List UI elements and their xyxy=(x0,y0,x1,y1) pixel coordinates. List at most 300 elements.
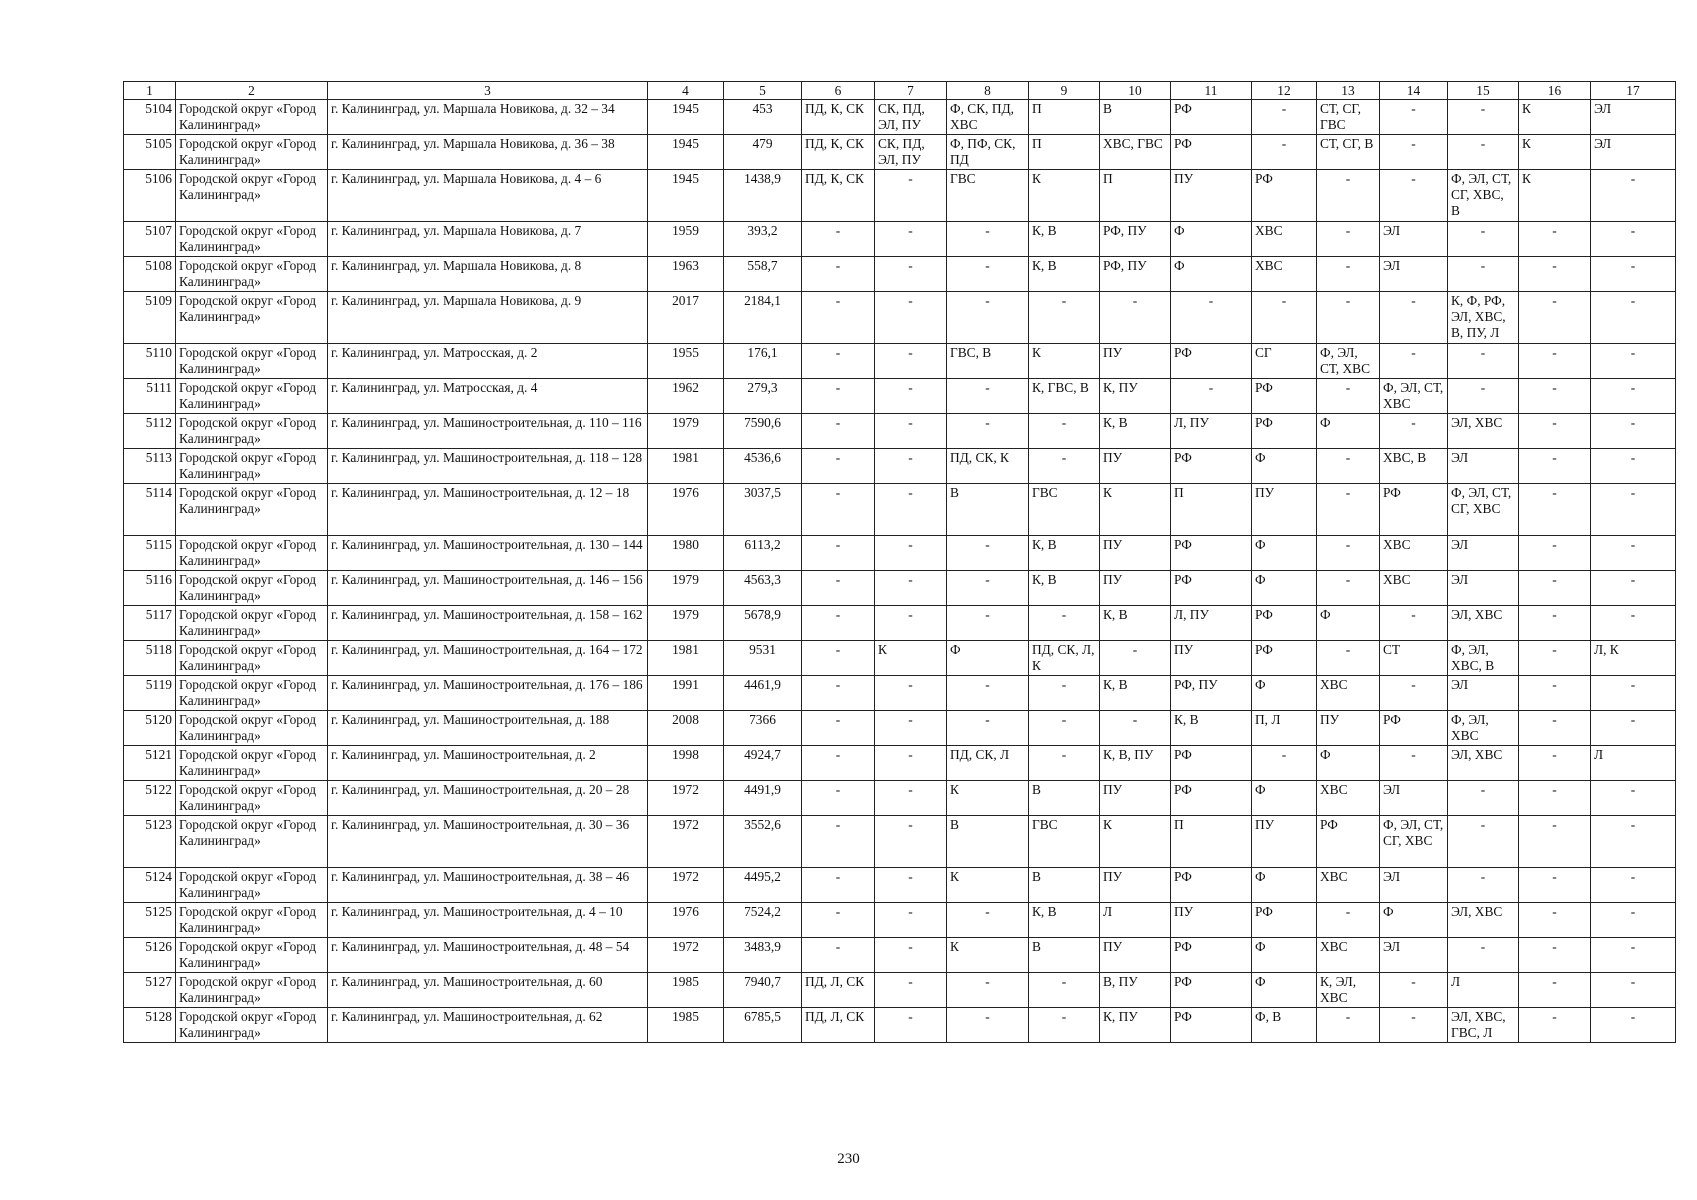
cell-col-2: Городской округ «Город Калининград» xyxy=(176,135,328,170)
cell-col-15: - xyxy=(1448,379,1519,414)
table-row xyxy=(124,292,1676,344)
cell-col-6: - xyxy=(802,938,875,973)
cell-col-14: - xyxy=(1380,746,1448,781)
row-number-cell: 5122 xyxy=(124,781,176,816)
cell-col-16: - xyxy=(1519,257,1591,292)
housing-register-table xyxy=(123,81,1676,1043)
cell-col-16: - xyxy=(1519,222,1591,257)
cell-col-10: ПУ xyxy=(1100,344,1171,379)
cell-col-12: Ф xyxy=(1252,676,1317,711)
cell-col-13: ХВС xyxy=(1317,868,1380,903)
cell-col-8: ГВС, В xyxy=(947,344,1029,379)
cell-col-4: 1963 xyxy=(648,257,724,292)
cell-col-11: - xyxy=(1171,379,1252,414)
row-number-cell: 5105 xyxy=(124,135,176,170)
cell-col-14: - xyxy=(1380,973,1448,1008)
cell-col-3: г. Калининград, ул. Машиностроительная, д. 146 – 156 xyxy=(328,571,648,606)
table-row xyxy=(124,606,1676,641)
table-row xyxy=(124,449,1676,484)
cell-col-13: ПУ xyxy=(1317,711,1380,746)
cell-col-16: - xyxy=(1519,571,1591,606)
cell-col-5: 4495,2 xyxy=(724,868,802,903)
cell-col-10: К, В xyxy=(1100,606,1171,641)
cell-col-9: П xyxy=(1029,135,1100,170)
cell-col-8: - xyxy=(947,711,1029,746)
cell-col-8: К xyxy=(947,781,1029,816)
cell-col-7: - xyxy=(875,571,947,606)
table-row xyxy=(124,414,1676,449)
cell-col-8: К xyxy=(947,868,1029,903)
cell-col-16: - xyxy=(1519,606,1591,641)
cell-col-16: - xyxy=(1519,973,1591,1008)
row-number-cell: 5111 xyxy=(124,379,176,414)
cell-col-6: - xyxy=(802,484,875,536)
table-row xyxy=(124,816,1676,868)
cell-col-16: - xyxy=(1519,292,1591,344)
cell-col-11: ПУ xyxy=(1171,641,1252,676)
cell-col-5: 5678,9 xyxy=(724,606,802,641)
cell-col-3: г. Калининград, ул. Машиностроительная, д. 60 xyxy=(328,973,648,1008)
table-row xyxy=(124,484,1676,536)
cell-col-14: ХВС xyxy=(1380,536,1448,571)
cell-col-5: 9531 xyxy=(724,641,802,676)
column-header-1: 1 xyxy=(124,82,176,100)
column-header-10: 10 xyxy=(1100,82,1171,100)
cell-col-7: СК, ПД, ЭЛ, ПУ xyxy=(875,135,947,170)
cell-col-11: РФ xyxy=(1171,781,1252,816)
cell-col-15: ЭЛ xyxy=(1448,571,1519,606)
cell-col-2: Городской округ «Город Калининград» xyxy=(176,973,328,1008)
cell-col-17: - xyxy=(1591,973,1676,1008)
cell-col-2: Городской округ «Город Калининград» xyxy=(176,571,328,606)
cell-col-5: 393,2 xyxy=(724,222,802,257)
cell-col-11: РФ xyxy=(1171,1008,1252,1043)
cell-col-15: Ф, ЭЛ, СТ, СГ, ХВС xyxy=(1448,484,1519,536)
cell-col-6: ПД, К, СК xyxy=(802,100,875,135)
cell-col-13: ХВС xyxy=(1317,781,1380,816)
cell-col-7: - xyxy=(875,938,947,973)
cell-col-10: РФ, ПУ xyxy=(1100,222,1171,257)
cell-col-12: Ф xyxy=(1252,571,1317,606)
cell-col-17: - xyxy=(1591,781,1676,816)
cell-col-9: ГВС xyxy=(1029,816,1100,868)
cell-col-3: г. Калининград, ул. Маршала Новикова, д. 36 – 38 xyxy=(328,135,648,170)
cell-col-11: - xyxy=(1171,292,1252,344)
cell-col-4: 1979 xyxy=(648,414,724,449)
cell-col-14: ЭЛ xyxy=(1380,868,1448,903)
cell-col-13: К, ЭЛ, ХВС xyxy=(1317,973,1380,1008)
cell-col-10: В, ПУ xyxy=(1100,973,1171,1008)
cell-col-10: ПУ xyxy=(1100,781,1171,816)
cell-col-9: - xyxy=(1029,973,1100,1008)
cell-col-3: г. Калининград, ул. Маршала Новикова, д. 8 xyxy=(328,257,648,292)
cell-col-2: Городской округ «Город Калининград» xyxy=(176,781,328,816)
cell-col-6: - xyxy=(802,641,875,676)
cell-col-11: РФ xyxy=(1171,868,1252,903)
cell-col-9: - xyxy=(1029,414,1100,449)
table-row xyxy=(124,222,1676,257)
cell-col-3: г. Калининград, ул. Маршала Новикова, д. 32 – 34 xyxy=(328,100,648,135)
row-number-cell: 5124 xyxy=(124,868,176,903)
cell-col-13: - xyxy=(1317,379,1380,414)
cell-col-17: - xyxy=(1591,868,1676,903)
cell-col-17: - xyxy=(1591,222,1676,257)
cell-col-13: - xyxy=(1317,641,1380,676)
cell-col-3: г. Калининград, ул. Маршала Новикова, д. 7 xyxy=(328,222,648,257)
cell-col-17: ЭЛ xyxy=(1591,100,1676,135)
cell-col-2: Городской округ «Город Калининград» xyxy=(176,816,328,868)
cell-col-12: Ф xyxy=(1252,449,1317,484)
cell-col-7: - xyxy=(875,606,947,641)
cell-col-12: РФ xyxy=(1252,414,1317,449)
cell-col-6: ПД, Л, СК xyxy=(802,1008,875,1043)
cell-col-15: ЭЛ, ХВС xyxy=(1448,746,1519,781)
cell-col-11: К, В xyxy=(1171,711,1252,746)
cell-col-11: Л, ПУ xyxy=(1171,606,1252,641)
cell-col-4: 1979 xyxy=(648,606,724,641)
row-number-cell: 5120 xyxy=(124,711,176,746)
cell-col-8: ГВС xyxy=(947,170,1029,222)
cell-col-11: РФ xyxy=(1171,135,1252,170)
cell-col-10: ПУ xyxy=(1100,868,1171,903)
cell-col-9: К, В xyxy=(1029,571,1100,606)
cell-col-16: - xyxy=(1519,903,1591,938)
cell-col-3: г. Калининград, ул. Машиностроительная, д. 158 – 162 xyxy=(328,606,648,641)
cell-col-5: 1438,9 xyxy=(724,170,802,222)
cell-col-5: 7940,7 xyxy=(724,973,802,1008)
row-number-cell: 5116 xyxy=(124,571,176,606)
cell-col-4: 1981 xyxy=(648,449,724,484)
cell-col-6: - xyxy=(802,344,875,379)
cell-col-10: К xyxy=(1100,484,1171,536)
cell-col-4: 1945 xyxy=(648,170,724,222)
cell-col-15: - xyxy=(1448,938,1519,973)
table-row xyxy=(124,711,1676,746)
column-header-14: 14 xyxy=(1380,82,1448,100)
cell-col-5: 2184,1 xyxy=(724,292,802,344)
cell-col-8: - xyxy=(947,292,1029,344)
cell-col-7: - xyxy=(875,536,947,571)
cell-col-6: - xyxy=(802,222,875,257)
cell-col-15: - xyxy=(1448,100,1519,135)
cell-col-2: Городской округ «Город Калининград» xyxy=(176,641,328,676)
cell-col-8: Ф xyxy=(947,641,1029,676)
cell-col-15: - xyxy=(1448,344,1519,379)
cell-col-8: В xyxy=(947,816,1029,868)
row-number-cell: 5108 xyxy=(124,257,176,292)
cell-col-4: 1991 xyxy=(648,676,724,711)
cell-col-9: К xyxy=(1029,170,1100,222)
cell-col-16: - xyxy=(1519,344,1591,379)
cell-col-11: РФ xyxy=(1171,938,1252,973)
cell-col-4: 1979 xyxy=(648,571,724,606)
cell-col-3: г. Калининград, ул. Машиностроительная, д. 4 – 10 xyxy=(328,903,648,938)
cell-col-12: СГ xyxy=(1252,344,1317,379)
cell-col-7: - xyxy=(875,746,947,781)
cell-col-15: ЭЛ, ХВС, ГВС, Л xyxy=(1448,1008,1519,1043)
cell-col-17: - xyxy=(1591,938,1676,973)
cell-col-9: - xyxy=(1029,1008,1100,1043)
cell-col-8: - xyxy=(947,903,1029,938)
cell-col-16: - xyxy=(1519,746,1591,781)
cell-col-14: ЭЛ xyxy=(1380,938,1448,973)
cell-col-14: - xyxy=(1380,344,1448,379)
cell-col-3: г. Калининград, ул. Матросская, д. 2 xyxy=(328,344,648,379)
cell-col-8: В xyxy=(947,484,1029,536)
cell-col-17: - xyxy=(1591,344,1676,379)
cell-col-12: Ф, В xyxy=(1252,1008,1317,1043)
cell-col-2: Городской округ «Город Калининград» xyxy=(176,170,328,222)
table-row xyxy=(124,781,1676,816)
cell-col-7: - xyxy=(875,1008,947,1043)
cell-col-5: 7524,2 xyxy=(724,903,802,938)
cell-col-6: - xyxy=(802,781,875,816)
cell-col-13: СТ, СГ, ГВС xyxy=(1317,100,1380,135)
cell-col-7: - xyxy=(875,170,947,222)
cell-col-13: - xyxy=(1317,1008,1380,1043)
cell-col-15: - xyxy=(1448,222,1519,257)
cell-col-6: - xyxy=(802,868,875,903)
cell-col-7: - xyxy=(875,222,947,257)
cell-col-12: ХВС xyxy=(1252,222,1317,257)
cell-col-17: - xyxy=(1591,170,1676,222)
cell-col-8: - xyxy=(947,1008,1029,1043)
cell-col-16: - xyxy=(1519,484,1591,536)
cell-col-5: 4536,6 xyxy=(724,449,802,484)
column-header-13: 13 xyxy=(1317,82,1380,100)
cell-col-10: ПУ xyxy=(1100,449,1171,484)
cell-col-3: г. Калининград, ул. Маршала Новикова, д. 9 xyxy=(328,292,648,344)
cell-col-13: Ф xyxy=(1317,606,1380,641)
cell-col-4: 2017 xyxy=(648,292,724,344)
column-header-11: 11 xyxy=(1171,82,1252,100)
cell-col-5: 3037,5 xyxy=(724,484,802,536)
cell-col-12: Ф xyxy=(1252,868,1317,903)
cell-col-10: К, В, ПУ xyxy=(1100,746,1171,781)
cell-col-4: 1976 xyxy=(648,484,724,536)
cell-col-12: - xyxy=(1252,135,1317,170)
table-row xyxy=(124,1008,1676,1043)
cell-col-4: 1981 xyxy=(648,641,724,676)
cell-col-10: - xyxy=(1100,641,1171,676)
cell-col-9: К, В xyxy=(1029,536,1100,571)
row-number-cell: 5128 xyxy=(124,1008,176,1043)
cell-col-11: Ф xyxy=(1171,257,1252,292)
cell-col-15: Л xyxy=(1448,973,1519,1008)
table-row xyxy=(124,257,1676,292)
cell-col-17: - xyxy=(1591,571,1676,606)
cell-col-17: - xyxy=(1591,676,1676,711)
column-number-header xyxy=(124,82,1676,100)
cell-col-6: ПД, К, СК xyxy=(802,135,875,170)
cell-col-10: К, В xyxy=(1100,676,1171,711)
row-number-cell: 5114 xyxy=(124,484,176,536)
row-number-cell: 5125 xyxy=(124,903,176,938)
cell-col-15: ЭЛ xyxy=(1448,536,1519,571)
cell-col-16: - xyxy=(1519,536,1591,571)
cell-col-16: - xyxy=(1519,414,1591,449)
cell-col-13: - xyxy=(1317,170,1380,222)
cell-col-8: ПД, СК, К xyxy=(947,449,1029,484)
column-header-5: 5 xyxy=(724,82,802,100)
cell-col-17: - xyxy=(1591,379,1676,414)
table-row xyxy=(124,135,1676,170)
cell-col-16: К xyxy=(1519,170,1591,222)
cell-col-12: ХВС xyxy=(1252,257,1317,292)
cell-col-5: 7590,6 xyxy=(724,414,802,449)
cell-col-3: г. Калининград, ул. Машиностроительная, д. 176 – 186 xyxy=(328,676,648,711)
table-row xyxy=(124,746,1676,781)
cell-col-12: РФ xyxy=(1252,379,1317,414)
row-number-cell: 5117 xyxy=(124,606,176,641)
column-header-17: 17 xyxy=(1591,82,1676,100)
cell-col-9: В xyxy=(1029,868,1100,903)
table-row xyxy=(124,170,1676,222)
cell-col-13: - xyxy=(1317,222,1380,257)
cell-col-2: Городской округ «Город Калининград» xyxy=(176,100,328,135)
cell-col-16: - xyxy=(1519,816,1591,868)
cell-col-15: - xyxy=(1448,781,1519,816)
cell-col-17: - xyxy=(1591,606,1676,641)
cell-col-3: г. Калининград, ул. Машиностроительная, д. 188 xyxy=(328,711,648,746)
cell-col-12: - xyxy=(1252,100,1317,135)
cell-col-11: РФ xyxy=(1171,344,1252,379)
cell-col-4: 1998 xyxy=(648,746,724,781)
cell-col-16: К xyxy=(1519,135,1591,170)
column-header-2: 2 xyxy=(176,82,328,100)
cell-col-13: - xyxy=(1317,292,1380,344)
cell-col-12: РФ xyxy=(1252,641,1317,676)
cell-col-2: Городской округ «Город Калининград» xyxy=(176,868,328,903)
cell-col-14: Ф, ЭЛ, СТ, ХВС xyxy=(1380,379,1448,414)
cell-col-14: РФ xyxy=(1380,484,1448,536)
cell-col-10: - xyxy=(1100,292,1171,344)
table-row xyxy=(124,973,1676,1008)
cell-col-17: - xyxy=(1591,816,1676,868)
cell-col-2: Городской округ «Город Калининград» xyxy=(176,379,328,414)
column-header-7: 7 xyxy=(875,82,947,100)
cell-col-6: - xyxy=(802,379,875,414)
cell-col-16: - xyxy=(1519,781,1591,816)
cell-col-5: 3483,9 xyxy=(724,938,802,973)
cell-col-4: 1959 xyxy=(648,222,724,257)
cell-col-6: - xyxy=(802,414,875,449)
cell-col-9: П xyxy=(1029,100,1100,135)
cell-col-7: - xyxy=(875,676,947,711)
cell-col-17: - xyxy=(1591,257,1676,292)
cell-col-17: - xyxy=(1591,414,1676,449)
cell-col-6: - xyxy=(802,606,875,641)
cell-col-10: Л xyxy=(1100,903,1171,938)
cell-col-4: 1972 xyxy=(648,938,724,973)
cell-col-5: 3552,6 xyxy=(724,816,802,868)
cell-col-11: РФ xyxy=(1171,536,1252,571)
table-row xyxy=(124,536,1676,571)
cell-col-15: Ф, ЭЛ, ХВС, В xyxy=(1448,641,1519,676)
cell-col-13: Ф xyxy=(1317,746,1380,781)
table-row xyxy=(124,344,1676,379)
cell-col-14: - xyxy=(1380,606,1448,641)
cell-col-3: г. Калининград, ул. Машиностроительная, д. 164 – 172 xyxy=(328,641,648,676)
cell-col-9: К, В xyxy=(1029,903,1100,938)
cell-col-2: Городской округ «Город Калининград» xyxy=(176,257,328,292)
cell-col-9: - xyxy=(1029,746,1100,781)
cell-col-16: - xyxy=(1519,449,1591,484)
cell-col-3: г. Калининград, ул. Машиностроительная, д. 20 – 28 xyxy=(328,781,648,816)
cell-col-3: г. Калининград, ул. Машиностроительная, д. 38 – 46 xyxy=(328,868,648,903)
cell-col-5: 479 xyxy=(724,135,802,170)
row-number-cell: 5118 xyxy=(124,641,176,676)
cell-col-11: РФ xyxy=(1171,449,1252,484)
cell-col-14: - xyxy=(1380,170,1448,222)
table-row xyxy=(124,868,1676,903)
cell-col-5: 4491,9 xyxy=(724,781,802,816)
cell-col-14: - xyxy=(1380,135,1448,170)
row-number-cell: 5106 xyxy=(124,170,176,222)
cell-col-8: - xyxy=(947,676,1029,711)
cell-col-3: г. Калининград, ул. Машиностроительная, д. 48 – 54 xyxy=(328,938,648,973)
cell-col-15: - xyxy=(1448,868,1519,903)
row-number-cell: 5104 xyxy=(124,100,176,135)
cell-col-16: - xyxy=(1519,1008,1591,1043)
row-number-cell: 5109 xyxy=(124,292,176,344)
cell-col-5: 176,1 xyxy=(724,344,802,379)
table-body xyxy=(124,100,1676,1043)
row-number-cell: 5127 xyxy=(124,973,176,1008)
cell-col-9: - xyxy=(1029,711,1100,746)
cell-col-6: - xyxy=(802,676,875,711)
cell-col-12: Ф xyxy=(1252,973,1317,1008)
cell-col-10: ХВС, ГВС xyxy=(1100,135,1171,170)
cell-col-12: Ф xyxy=(1252,536,1317,571)
cell-col-15: ЭЛ xyxy=(1448,449,1519,484)
column-header-9: 9 xyxy=(1029,82,1100,100)
cell-col-9: К, В xyxy=(1029,257,1100,292)
column-header-16: 16 xyxy=(1519,82,1591,100)
cell-col-11: ПУ xyxy=(1171,903,1252,938)
cell-col-15: ЭЛ, ХВС xyxy=(1448,606,1519,641)
cell-col-15: ЭЛ, ХВС xyxy=(1448,414,1519,449)
cell-col-13: ХВС xyxy=(1317,676,1380,711)
cell-col-15: - xyxy=(1448,816,1519,868)
cell-col-3: г. Калининград, ул. Машиностроительная, д. 30 – 36 xyxy=(328,816,648,868)
cell-col-13: - xyxy=(1317,449,1380,484)
cell-col-10: В xyxy=(1100,100,1171,135)
cell-col-3: г. Калининград, ул. Матросская, д. 4 xyxy=(328,379,648,414)
cell-col-8: Ф, ПФ, СК, ПД xyxy=(947,135,1029,170)
column-header-4: 4 xyxy=(648,82,724,100)
cell-col-14: СТ xyxy=(1380,641,1448,676)
cell-col-14: ХВС, В xyxy=(1380,449,1448,484)
cell-col-16: - xyxy=(1519,676,1591,711)
cell-col-8: - xyxy=(947,222,1029,257)
cell-col-17: - xyxy=(1591,292,1676,344)
cell-col-14: - xyxy=(1380,100,1448,135)
row-number-cell: 5121 xyxy=(124,746,176,781)
cell-col-8: - xyxy=(947,973,1029,1008)
cell-col-2: Городской округ «Город Калининград» xyxy=(176,344,328,379)
cell-col-8: - xyxy=(947,257,1029,292)
cell-col-15: - xyxy=(1448,135,1519,170)
cell-col-9: ГВС xyxy=(1029,484,1100,536)
cell-col-9: - xyxy=(1029,449,1100,484)
cell-col-15: ЭЛ xyxy=(1448,676,1519,711)
cell-col-10: - xyxy=(1100,711,1171,746)
cell-col-12: РФ xyxy=(1252,170,1317,222)
cell-col-17: - xyxy=(1591,536,1676,571)
cell-col-2: Городской округ «Город Калининград» xyxy=(176,676,328,711)
cell-col-17: - xyxy=(1591,484,1676,536)
